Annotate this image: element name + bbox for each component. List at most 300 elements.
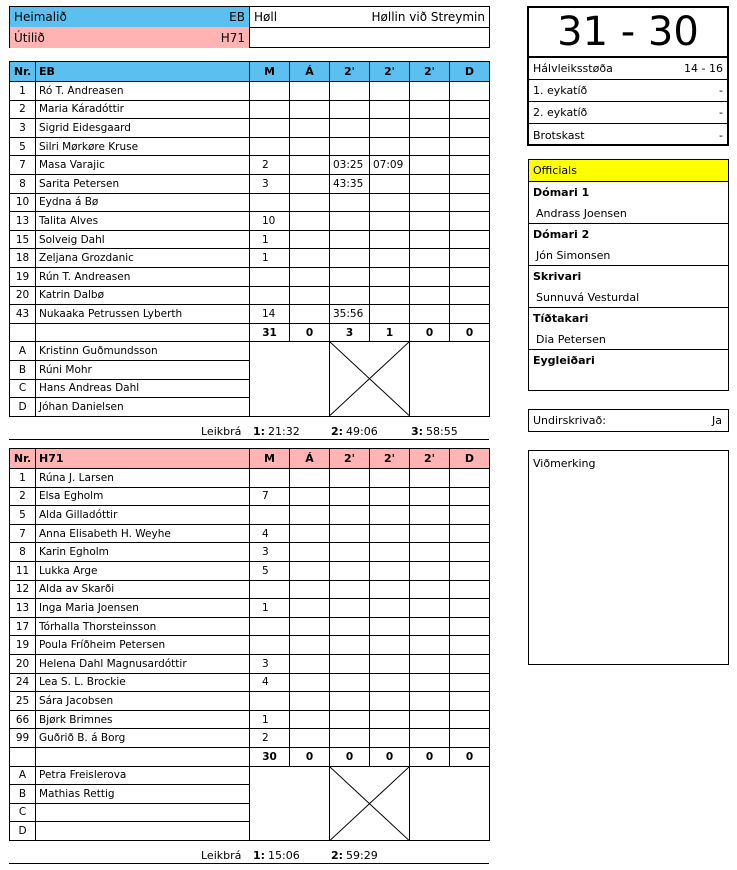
player-name: Masa Varajic bbox=[36, 156, 250, 175]
player-s3 bbox=[410, 617, 450, 636]
player-nr: 17 bbox=[10, 617, 36, 636]
player-m bbox=[250, 692, 290, 711]
staff-blank bbox=[410, 766, 490, 840]
player-d bbox=[450, 249, 490, 268]
col-team-name: EB bbox=[36, 62, 250, 82]
player-s2 bbox=[370, 580, 410, 599]
player-s2 bbox=[370, 636, 410, 655]
player-name: Inga Maria Joensen bbox=[36, 599, 250, 618]
player-s3 bbox=[410, 119, 450, 138]
player-d bbox=[450, 636, 490, 655]
officials-box bbox=[528, 159, 729, 391]
timeout-time: 58:55 bbox=[426, 425, 458, 438]
timeout-time: 59:29 bbox=[346, 849, 378, 862]
total-s1: 3 bbox=[330, 323, 370, 342]
player-s3 bbox=[410, 710, 450, 729]
player-d bbox=[450, 543, 490, 562]
score-row-value: - bbox=[719, 106, 723, 119]
player-nr: 15 bbox=[10, 230, 36, 249]
player-name: Solveig Dahl bbox=[36, 230, 250, 249]
timeout-time: 21:32 bbox=[268, 425, 300, 438]
player-m: 1 bbox=[250, 230, 290, 249]
player-s3 bbox=[410, 137, 450, 156]
player-row bbox=[10, 580, 490, 599]
player-nr: 24 bbox=[10, 673, 36, 692]
player-s3 bbox=[410, 673, 450, 692]
player-d bbox=[450, 174, 490, 193]
player-s1 bbox=[330, 230, 370, 249]
player-s3 bbox=[410, 100, 450, 119]
score-row bbox=[529, 80, 727, 102]
player-d bbox=[450, 137, 490, 156]
remarks-box bbox=[528, 450, 729, 665]
player-m: 5 bbox=[250, 561, 290, 580]
home-timeouts bbox=[9, 424, 489, 440]
player-s3 bbox=[410, 193, 450, 212]
player-s1 bbox=[330, 469, 370, 488]
player-d bbox=[450, 654, 490, 673]
player-a bbox=[290, 729, 330, 748]
totals-blank bbox=[36, 323, 250, 342]
player-row bbox=[10, 729, 490, 748]
player-m bbox=[250, 267, 290, 286]
player-s1: 03:25 bbox=[330, 156, 370, 175]
totals-row bbox=[10, 323, 490, 342]
player-nr: 5 bbox=[10, 506, 36, 525]
player-a bbox=[290, 82, 330, 101]
player-row bbox=[10, 156, 490, 175]
player-a bbox=[290, 174, 330, 193]
player-row bbox=[10, 487, 490, 506]
player-s2 bbox=[370, 174, 410, 193]
player-s2 bbox=[370, 654, 410, 673]
player-s1 bbox=[330, 100, 370, 119]
player-name: Guðrið B. á Borg bbox=[36, 729, 250, 748]
player-a bbox=[290, 469, 330, 488]
player-a bbox=[290, 692, 330, 711]
player-row bbox=[10, 636, 490, 655]
player-name: Tórhalla Thorsteinsson bbox=[36, 617, 250, 636]
player-row bbox=[10, 100, 490, 119]
player-nr: 25 bbox=[10, 692, 36, 711]
cross-mark bbox=[330, 767, 409, 840]
player-row bbox=[10, 599, 490, 618]
player-a bbox=[290, 212, 330, 231]
player-name: Zeljana Grozdanic bbox=[36, 249, 250, 268]
player-d bbox=[450, 119, 490, 138]
player-a bbox=[290, 230, 330, 249]
cross-box bbox=[330, 342, 410, 416]
player-nr: 3 bbox=[10, 119, 36, 138]
player-d bbox=[450, 469, 490, 488]
total-d: 0 bbox=[450, 747, 490, 766]
player-nr: 1 bbox=[10, 469, 36, 488]
home-team: EB bbox=[229, 10, 245, 24]
signature-label: Undirskrivað: bbox=[533, 414, 606, 427]
staff-blank bbox=[410, 342, 490, 416]
timeout-time: 49:06 bbox=[346, 425, 378, 438]
score-row-value: - bbox=[719, 128, 723, 142]
player-s2 bbox=[370, 487, 410, 506]
score-row-label: 2. eykatíð bbox=[533, 106, 588, 119]
player-name: Anna Elisabeth H. Weyhe bbox=[36, 524, 250, 543]
timeout-label: Leikbrá bbox=[201, 849, 242, 862]
timeout-time: 15:06 bbox=[268, 849, 300, 862]
player-s2 bbox=[370, 543, 410, 562]
home-label: Heimalið bbox=[14, 10, 67, 24]
staff-id: C bbox=[10, 379, 36, 398]
player-s1 bbox=[330, 654, 370, 673]
away-team-table bbox=[9, 448, 490, 841]
staff-name: Petra Freislerova bbox=[36, 766, 250, 785]
total-s2: 1 bbox=[370, 323, 410, 342]
player-d bbox=[450, 305, 490, 324]
timeout-number: 2: bbox=[331, 849, 344, 862]
player-d bbox=[450, 487, 490, 506]
total-d: 0 bbox=[450, 323, 490, 342]
staff-id: A bbox=[10, 342, 36, 361]
player-s2 bbox=[370, 193, 410, 212]
player-s1 bbox=[330, 249, 370, 268]
total-a: 0 bbox=[290, 323, 330, 342]
col-team-name: H71 bbox=[36, 449, 250, 469]
player-nr: 20 bbox=[10, 286, 36, 305]
official-name: Dia Petersen bbox=[529, 329, 728, 350]
player-s1: 43:35 bbox=[330, 174, 370, 193]
player-row bbox=[10, 137, 490, 156]
player-d bbox=[450, 193, 490, 212]
score-rows bbox=[529, 58, 727, 146]
player-nr: 7 bbox=[10, 156, 36, 175]
cross-box bbox=[330, 766, 410, 840]
player-row bbox=[10, 305, 490, 324]
player-a bbox=[290, 193, 330, 212]
player-s3 bbox=[410, 267, 450, 286]
away-timeouts bbox=[9, 848, 489, 864]
player-row bbox=[10, 212, 490, 231]
player-name: Helena Dahl Magnusardóttir bbox=[36, 654, 250, 673]
player-m: 3 bbox=[250, 654, 290, 673]
player-row bbox=[10, 82, 490, 101]
player-d bbox=[450, 561, 490, 580]
total-s3: 0 bbox=[410, 323, 450, 342]
player-nr: 11 bbox=[10, 561, 36, 580]
cross-mark bbox=[330, 342, 409, 415]
player-a bbox=[290, 580, 330, 599]
col-m: M bbox=[250, 449, 290, 469]
player-a bbox=[290, 617, 330, 636]
player-d bbox=[450, 82, 490, 101]
timeout-number: 3: bbox=[411, 425, 424, 438]
final-score: 31 - 30 bbox=[529, 8, 727, 58]
total-m: 30 bbox=[250, 747, 290, 766]
staff-name: Mathias Rettig bbox=[36, 785, 250, 804]
player-name: Alda av Skarði bbox=[36, 580, 250, 599]
player-name: Elsa Egholm bbox=[36, 487, 250, 506]
player-m: 10 bbox=[250, 212, 290, 231]
player-s3 bbox=[410, 305, 450, 324]
official-role: Dómari 1 bbox=[533, 186, 590, 199]
player-nr: 12 bbox=[10, 580, 36, 599]
col-s1: 2' bbox=[330, 449, 370, 469]
col-s2: 2' bbox=[370, 449, 410, 469]
player-row bbox=[10, 506, 490, 525]
staff-name: Kristinn Guðmundsson bbox=[36, 342, 250, 361]
player-m: 14 bbox=[250, 305, 290, 324]
totals-blank bbox=[36, 747, 250, 766]
col-s2: 2' bbox=[370, 62, 410, 82]
official-name: Jón Simonsen bbox=[529, 245, 728, 266]
col-d: D bbox=[450, 449, 490, 469]
player-m bbox=[250, 100, 290, 119]
timeout-label: Leikbrá bbox=[201, 425, 242, 438]
player-s3 bbox=[410, 469, 450, 488]
official-role: Tíðtakari bbox=[533, 312, 589, 325]
staff-name: Hans Andreas Dahl bbox=[36, 379, 250, 398]
player-nr: 10 bbox=[10, 193, 36, 212]
player-a bbox=[290, 506, 330, 525]
total-s1: 0 bbox=[330, 747, 370, 766]
player-nr: 8 bbox=[10, 174, 36, 193]
col-a: Á bbox=[290, 62, 330, 82]
staff-blank bbox=[250, 342, 330, 416]
player-d bbox=[450, 710, 490, 729]
player-m bbox=[250, 469, 290, 488]
player-s1 bbox=[330, 506, 370, 525]
player-a bbox=[290, 156, 330, 175]
player-a bbox=[290, 267, 330, 286]
player-d bbox=[450, 580, 490, 599]
player-s1 bbox=[330, 580, 370, 599]
player-nr: 19 bbox=[10, 267, 36, 286]
player-name: Alda Gilladóttir bbox=[36, 506, 250, 525]
away-team-row bbox=[10, 27, 250, 48]
player-name: Poula Fríðheim Petersen bbox=[36, 636, 250, 655]
player-s2 bbox=[370, 305, 410, 324]
player-s3 bbox=[410, 506, 450, 525]
timeout-number: 1: bbox=[253, 849, 266, 862]
player-s2 bbox=[370, 710, 410, 729]
player-row bbox=[10, 654, 490, 673]
player-s3 bbox=[410, 249, 450, 268]
hall-value: Høllin við Streymin bbox=[371, 10, 485, 24]
staff-id: B bbox=[10, 360, 36, 379]
col-nr: Nr. bbox=[10, 449, 36, 469]
player-s1 bbox=[330, 543, 370, 562]
player-row bbox=[10, 673, 490, 692]
player-s3 bbox=[410, 580, 450, 599]
total-s2: 0 bbox=[370, 747, 410, 766]
totals-blank bbox=[10, 747, 36, 766]
timeout-number: 1: bbox=[253, 425, 266, 438]
player-d bbox=[450, 230, 490, 249]
player-s2 bbox=[370, 137, 410, 156]
player-name: Sarita Petersen bbox=[36, 174, 250, 193]
player-nr: 13 bbox=[10, 599, 36, 618]
player-row bbox=[10, 710, 490, 729]
col-m: M bbox=[250, 62, 290, 82]
player-s2 bbox=[370, 561, 410, 580]
player-s2 bbox=[370, 524, 410, 543]
match-header bbox=[9, 6, 490, 48]
player-s3 bbox=[410, 82, 450, 101]
official-name: Andrass Joensen bbox=[529, 203, 728, 224]
official-role: Eygleiðari bbox=[533, 354, 595, 367]
player-m bbox=[250, 119, 290, 138]
score-box bbox=[527, 6, 729, 146]
player-m: 3 bbox=[250, 174, 290, 193]
player-d bbox=[450, 692, 490, 711]
player-s2 bbox=[370, 267, 410, 286]
col-nr: Nr. bbox=[10, 62, 36, 82]
score-row-value: - bbox=[719, 84, 723, 97]
player-name: Maria Káradóttir bbox=[36, 100, 250, 119]
player-a bbox=[290, 710, 330, 729]
player-nr: 7 bbox=[10, 524, 36, 543]
player-row bbox=[10, 561, 490, 580]
player-d bbox=[450, 506, 490, 525]
player-a bbox=[290, 487, 330, 506]
totals-blank bbox=[10, 323, 36, 342]
player-s3 bbox=[410, 174, 450, 193]
staff-id: B bbox=[10, 785, 36, 804]
player-row bbox=[10, 524, 490, 543]
player-row bbox=[10, 617, 490, 636]
player-m bbox=[250, 193, 290, 212]
player-s2 bbox=[370, 82, 410, 101]
col-s1: 2' bbox=[330, 62, 370, 82]
staff-id: C bbox=[10, 803, 36, 822]
player-s1 bbox=[330, 267, 370, 286]
player-d bbox=[450, 673, 490, 692]
player-s3 bbox=[410, 599, 450, 618]
player-m bbox=[250, 617, 290, 636]
staff-name: Rúni Mohr bbox=[36, 360, 250, 379]
player-s2 bbox=[370, 469, 410, 488]
player-row bbox=[10, 267, 490, 286]
player-m: 1 bbox=[250, 710, 290, 729]
player-a bbox=[290, 543, 330, 562]
score-row bbox=[529, 124, 727, 146]
player-name: Eydna á Bø bbox=[36, 193, 250, 212]
player-a bbox=[290, 636, 330, 655]
player-m: 2 bbox=[250, 729, 290, 748]
total-m: 31 bbox=[250, 323, 290, 342]
player-row bbox=[10, 286, 490, 305]
player-s2 bbox=[370, 119, 410, 138]
player-m: 4 bbox=[250, 673, 290, 692]
player-a bbox=[290, 249, 330, 268]
player-s1 bbox=[330, 729, 370, 748]
player-s1 bbox=[330, 193, 370, 212]
player-nr: 8 bbox=[10, 543, 36, 562]
table-header bbox=[10, 449, 490, 469]
player-s3 bbox=[410, 230, 450, 249]
player-m: 3 bbox=[250, 543, 290, 562]
player-s2 bbox=[370, 673, 410, 692]
player-name: Karin Egholm bbox=[36, 543, 250, 562]
player-s2 bbox=[370, 230, 410, 249]
staff-row bbox=[10, 766, 490, 785]
player-row bbox=[10, 193, 490, 212]
player-row bbox=[10, 543, 490, 562]
total-s3: 0 bbox=[410, 747, 450, 766]
player-a bbox=[290, 654, 330, 673]
player-s3 bbox=[410, 487, 450, 506]
away-team: H71 bbox=[220, 30, 245, 45]
score-row-label: Brotskast bbox=[533, 128, 585, 142]
player-a bbox=[290, 599, 330, 618]
player-s2 bbox=[370, 506, 410, 525]
player-name: Sigrid Eidesgaard bbox=[36, 119, 250, 138]
player-m bbox=[250, 137, 290, 156]
player-a bbox=[290, 524, 330, 543]
signature-box bbox=[528, 409, 729, 432]
player-d bbox=[450, 156, 490, 175]
player-name: Bjørk Brimnes bbox=[36, 710, 250, 729]
player-name: Sára Jacobsen bbox=[36, 692, 250, 711]
staff-id: D bbox=[10, 398, 36, 417]
player-s3 bbox=[410, 692, 450, 711]
player-d bbox=[450, 524, 490, 543]
player-m bbox=[250, 286, 290, 305]
player-m: 2 bbox=[250, 156, 290, 175]
player-row bbox=[10, 230, 490, 249]
player-d bbox=[450, 212, 490, 231]
player-d bbox=[450, 729, 490, 748]
player-s1 bbox=[330, 524, 370, 543]
player-m: 1 bbox=[250, 599, 290, 618]
player-s1 bbox=[330, 599, 370, 618]
player-nr: 99 bbox=[10, 729, 36, 748]
player-name: Lea S. L. Brockie bbox=[36, 673, 250, 692]
player-nr: 2 bbox=[10, 100, 36, 119]
player-s3 bbox=[410, 636, 450, 655]
player-s2 bbox=[370, 729, 410, 748]
signature-value: Ja bbox=[712, 414, 722, 427]
player-nr: 1 bbox=[10, 82, 36, 101]
player-a bbox=[290, 561, 330, 580]
official-role: Dómari 2 bbox=[533, 228, 590, 241]
player-s3 bbox=[410, 729, 450, 748]
officials-rows bbox=[529, 182, 728, 392]
player-a bbox=[290, 305, 330, 324]
officials-title: Officials bbox=[529, 160, 728, 182]
player-nr: 2 bbox=[10, 487, 36, 506]
hall-label: Høll bbox=[254, 10, 278, 24]
player-name: Rún T. Andreasen bbox=[36, 267, 250, 286]
player-s1 bbox=[330, 82, 370, 101]
home-team-row bbox=[10, 7, 250, 28]
player-s3 bbox=[410, 524, 450, 543]
remarks-label: Viðmerking bbox=[533, 457, 596, 470]
away-label: Útilið bbox=[14, 30, 45, 45]
col-a: Á bbox=[290, 449, 330, 469]
player-name: Talita Alves bbox=[36, 212, 250, 231]
player-s3 bbox=[410, 212, 450, 231]
player-s1 bbox=[330, 710, 370, 729]
player-s1 bbox=[330, 692, 370, 711]
player-nr: 18 bbox=[10, 249, 36, 268]
score-row bbox=[529, 102, 727, 124]
player-d bbox=[450, 599, 490, 618]
player-s2 bbox=[370, 599, 410, 618]
player-s3 bbox=[410, 654, 450, 673]
official-role: Skrivari bbox=[533, 270, 582, 283]
player-s3 bbox=[410, 561, 450, 580]
player-name: Nukaaka Petrussen Lyberth bbox=[36, 305, 250, 324]
player-d bbox=[450, 617, 490, 636]
